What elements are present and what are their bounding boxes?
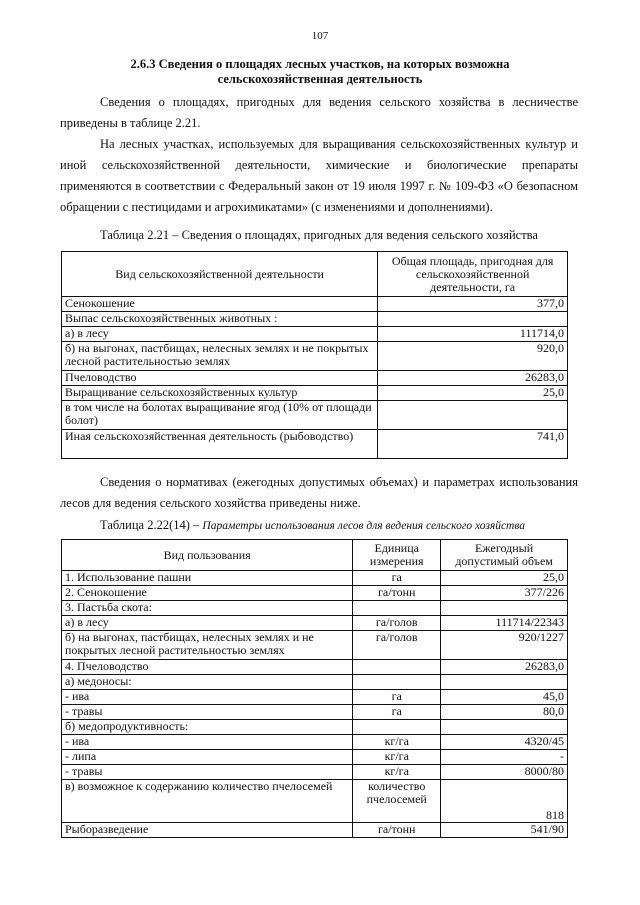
table-row xyxy=(62,780,568,823)
row-label: - ива xyxy=(62,735,353,750)
row-value xyxy=(378,312,568,327)
row-label: а) медоносы: xyxy=(62,675,353,690)
row-value: 541/90 xyxy=(441,823,568,838)
row-unit: кг/га xyxy=(353,765,441,780)
row-unit xyxy=(353,720,441,735)
header-unit: Единица измерения xyxy=(353,540,441,571)
paragraph-1: Сведения о площадях, пригодных для ведения сельского хозяйства в лесничестве приведены в таблице 2.21. xyxy=(60,95,578,130)
row-label: 4. Пчеловодство xyxy=(62,660,353,675)
row-unit: га xyxy=(353,571,441,586)
row-unit xyxy=(353,660,441,675)
table-row xyxy=(62,297,568,312)
table-2-22-caption xyxy=(100,518,525,534)
row-value: 741,0 xyxy=(378,430,568,459)
row-label: а) в лесу xyxy=(62,616,353,631)
table-row xyxy=(62,675,568,690)
row-label: 1. Использование пашни xyxy=(62,571,353,586)
row-value: 45,0 xyxy=(441,690,568,705)
table-row xyxy=(62,750,568,765)
row-value: 920,0 xyxy=(378,342,568,371)
table-row xyxy=(62,401,568,430)
table-row xyxy=(62,616,568,631)
header-annual-volume: Ежегодный допустимый объем xyxy=(441,540,568,571)
table-row xyxy=(62,735,568,750)
row-unit: га/тонн xyxy=(353,823,441,838)
paragraph-2: На лесных участках, используемых для выращивания сельскохозяйственных культур и иной сельскохозяйственной деятельности, химические и биологические препараты применяются в соответствии с Федеральный закон от 19 июля 1997 г. № 109-ФЗ «О безопасном обращении с пестицидами и агрохимикатами» (с изменениями и дополнениями). xyxy=(60,137,578,214)
table-row xyxy=(62,342,568,371)
table-row xyxy=(62,386,568,401)
table-2-21 xyxy=(61,251,568,459)
row-label: - травы xyxy=(62,705,353,720)
table-row xyxy=(62,371,568,386)
row-label: б) на выгонах, пастбищах, нелесных землях и не покрытых лесной растительностью землях xyxy=(62,342,378,371)
row-label: 2. Сенокошение xyxy=(62,586,353,601)
row-label: а) в лесу xyxy=(62,327,378,342)
row-unit: га/голов xyxy=(353,631,441,660)
row-value: 920/1227 xyxy=(441,631,568,660)
row-unit: кг/га xyxy=(353,735,441,750)
row-value: 111714,0 xyxy=(378,327,568,342)
table-2-22 xyxy=(61,539,568,838)
row-label: Рыборазведение xyxy=(62,823,353,838)
row-value xyxy=(441,675,568,690)
table-row xyxy=(62,823,568,838)
row-value: - xyxy=(441,750,568,765)
table-header-row xyxy=(62,252,568,297)
table-2-22-caption-title: Параметры использования лесов для ведения сельского хозяйства xyxy=(202,520,526,532)
table-row xyxy=(62,765,568,780)
row-unit: кг/га xyxy=(353,750,441,765)
row-unit: га/голов xyxy=(353,616,441,631)
table-2-21-caption: Таблица 2.21 – Сведения о площадях, пригодных для ведения сельского хозяйства xyxy=(100,228,538,242)
table-header-row xyxy=(62,540,568,571)
row-value xyxy=(378,401,568,430)
row-label: б) медопродуктивность: xyxy=(62,720,353,735)
table-row xyxy=(62,660,568,675)
page-number: 107 xyxy=(311,30,329,42)
row-unit: га/тонн xyxy=(353,586,441,601)
row-unit xyxy=(353,601,441,616)
row-label: в том числе на болотах выращивание ягод (10% от площади болот) xyxy=(62,401,378,430)
row-label: - травы xyxy=(62,765,353,780)
table-row xyxy=(62,705,568,720)
row-unit: количество пчелосемей xyxy=(353,780,441,823)
row-unit xyxy=(353,675,441,690)
header-total-area: Общая площадь, пригодная для сельскохозяйственной деятельности, га xyxy=(378,252,568,297)
table-row xyxy=(62,571,568,586)
table-row xyxy=(62,601,568,616)
section-heading xyxy=(60,57,580,87)
table-row xyxy=(62,327,568,342)
row-label: - липа xyxy=(62,750,353,765)
header-use-type: Вид пользования xyxy=(62,540,353,571)
row-value: 25,0 xyxy=(441,571,568,586)
table-row xyxy=(62,312,568,327)
row-label: Выращивание сельскохозяйственных культур xyxy=(62,386,378,401)
row-value: 25,0 xyxy=(378,386,568,401)
row-label: Сенокошение xyxy=(62,297,378,312)
row-unit: га xyxy=(353,705,441,720)
row-value: 377,0 xyxy=(378,297,568,312)
header-activity-type: Вид сельскохозяйственной деятельности xyxy=(62,252,378,297)
row-label: Выпас сельскохозяйственных животных : xyxy=(62,312,378,327)
row-value: 8000/80 xyxy=(441,765,568,780)
table-row xyxy=(62,631,568,660)
row-value: 80,0 xyxy=(441,705,568,720)
section-heading-line-2: сельскохозяйственная деятельность xyxy=(217,72,423,86)
row-value: 377/226 xyxy=(441,586,568,601)
row-value: 26283,0 xyxy=(378,371,568,386)
row-label: - ива xyxy=(62,690,353,705)
row-value: 111714/22343 xyxy=(441,616,568,631)
row-unit: га xyxy=(353,690,441,705)
table-row xyxy=(62,690,568,705)
table-row xyxy=(62,720,568,735)
row-value: 26283,0 xyxy=(441,660,568,675)
row-label: Пчеловодство xyxy=(62,371,378,386)
row-label: Иная сельскохозяйственная деятельность (рыбоводство) xyxy=(62,430,378,459)
row-value: 818 xyxy=(441,780,568,823)
row-value: 4320/45 xyxy=(441,735,568,750)
row-label: в) возможное к содержанию количество пчелосемей xyxy=(62,780,353,823)
paragraph-3: Сведения о нормативах (ежегодных допустимых объемах) и параметрах использования лесов для ведения сельского хозяйства приведены ниже. xyxy=(60,475,578,510)
row-label: б) на выгонах, пастбищах, нелесных землях и не покрытых лесной растительностью землях xyxy=(62,631,353,660)
table-row xyxy=(62,586,568,601)
section-heading-line-1: 2.6.3 Сведения о площадях лесных участков, на которых возможна xyxy=(130,57,510,71)
row-label: 3. Пастьба скота: xyxy=(62,601,353,616)
table-2-22-caption-prefix: Таблица 2.22(14) – xyxy=(100,518,203,532)
row-value xyxy=(441,720,568,735)
table-row xyxy=(62,430,568,459)
row-value xyxy=(441,601,568,616)
